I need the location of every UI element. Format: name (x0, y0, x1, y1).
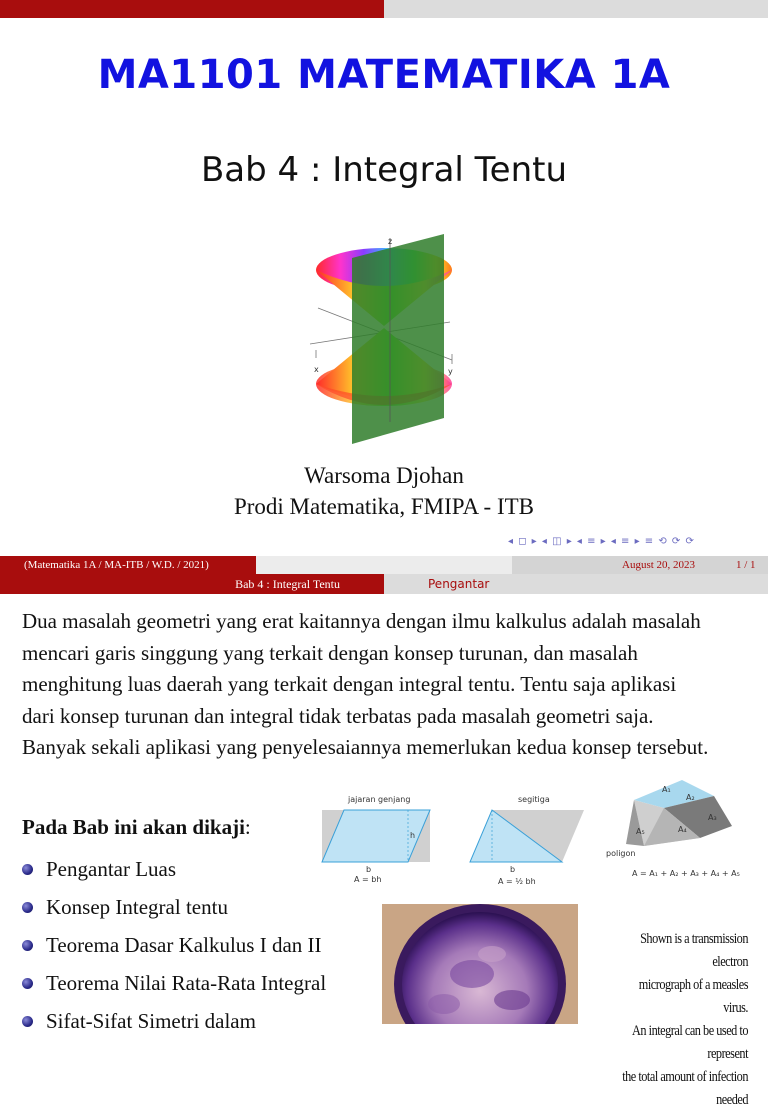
bab-heading-colon: : (244, 815, 251, 839)
base-label: b (366, 865, 372, 874)
measles-virus-micrograph (382, 904, 578, 1024)
list-item (22, 964, 326, 1002)
axis-x-label: x (314, 365, 319, 374)
triangle-figure (466, 792, 586, 888)
parallelogram-label: jajaran genjang (348, 795, 411, 804)
area-a5-label: A₅ (636, 827, 645, 836)
bab-heading-text: Pada Bab ini akan dikaji (22, 815, 245, 839)
area-a3-label: A₃ (708, 813, 717, 822)
area-a4-label: A₄ (678, 825, 687, 834)
list-item (22, 850, 326, 888)
triangle-formula: A = ½ bh (498, 877, 536, 886)
bullet-icon (22, 864, 33, 875)
triangle-base-label: b (510, 865, 516, 874)
height-label: h (410, 831, 416, 840)
parallelogram-figure (318, 792, 434, 886)
axis-z-label: z (388, 237, 393, 246)
topic-label: Konsep Integral tentu (46, 895, 228, 919)
slide2-section-title: Bab 4 : Integral Tentu (0, 574, 384, 594)
polygon-label: poligon (606, 849, 636, 858)
course-title: MA1101 MATEMATIKA 1A (97, 52, 671, 98)
bullet-icon (22, 902, 33, 913)
topic-label: Pengantar Luas (46, 857, 177, 881)
footer-course-info: (Matematika 1A / MA-ITB / W.D. / 2021) (0, 556, 256, 574)
bullet-icon (22, 1016, 33, 1027)
area-a2-label: A₂ (686, 793, 695, 802)
slide2-subsection-title: Pengantar (384, 574, 768, 594)
axis-y-label: y (448, 367, 453, 376)
topic-label: Teorema Nilai Rata-Rata Integral (46, 971, 327, 995)
footer-page-number: 1 / 1 (736, 559, 756, 571)
virus-caption-line: Shown is a transmission electron (640, 931, 748, 970)
double-cone-figure (300, 232, 470, 452)
topic-label: Teorema Dasar Kalkulus I dan II (46, 933, 322, 957)
area-a1-label: A₁ (662, 785, 671, 794)
header-bar-right (384, 0, 768, 18)
intro-paragraph: Dua masalah geometri yang erat kaitannya dengan ilmu kalkulus adalah masalah mencari garis singgung yang terkait dengan konsep turunan, dan masalah menghitung luas daerah yang terkait dengan integral tentu. Tentu saja aplikasi dari konsep turunan dan integral tidak terbatas pada masalah geometri saja. Banyak sekali aplikasi yang penyelesaiannya memerlukan kedua konsep tersebut. (22, 609, 709, 759)
virus-caption-line: An integral can be used to represent (632, 1023, 748, 1062)
bullet-icon (22, 978, 33, 989)
header-bar-left (0, 0, 384, 18)
beamer-navigation-icons[interactable]: ◂ ◻ ▸ ◂ ◫ ▸ ◂ ≡ ▸ ◂ ≡ ▸ ≡ ⟲ ⟳ ⟳ (508, 536, 695, 547)
polygon-formula: A = A₁ + A₂ + A₃ + A₄ + A₅ (632, 869, 740, 878)
topic-label: Sifat-Sifat Simetri dalam (46, 1009, 256, 1033)
footer-date: August 20, 2023 (622, 559, 696, 571)
topic-list (22, 850, 326, 1040)
list-item (22, 888, 326, 926)
author-affiliation: Prodi Matematika, FMIPA - ITB (233, 494, 535, 519)
bullet-icon (22, 940, 33, 951)
author-name: Warsoma Djohan (304, 463, 464, 488)
polygon-figure (604, 776, 754, 882)
footer-middle-bar (256, 556, 512, 574)
bab-heading (22, 815, 251, 840)
virus-caption (612, 928, 748, 1112)
triangle-label: segitiga (518, 795, 550, 804)
list-item (22, 926, 326, 964)
list-item (22, 1002, 326, 1040)
virus-caption-line: micrograph of a measles virus. (638, 977, 748, 1016)
virus-caption-line: the total amount of infection needed (622, 1069, 748, 1108)
footer-right-bar (512, 556, 768, 574)
parallelogram-formula: A = bh (354, 875, 382, 884)
chapter-title: Bab 4 : Integral Tentu (200, 150, 568, 190)
